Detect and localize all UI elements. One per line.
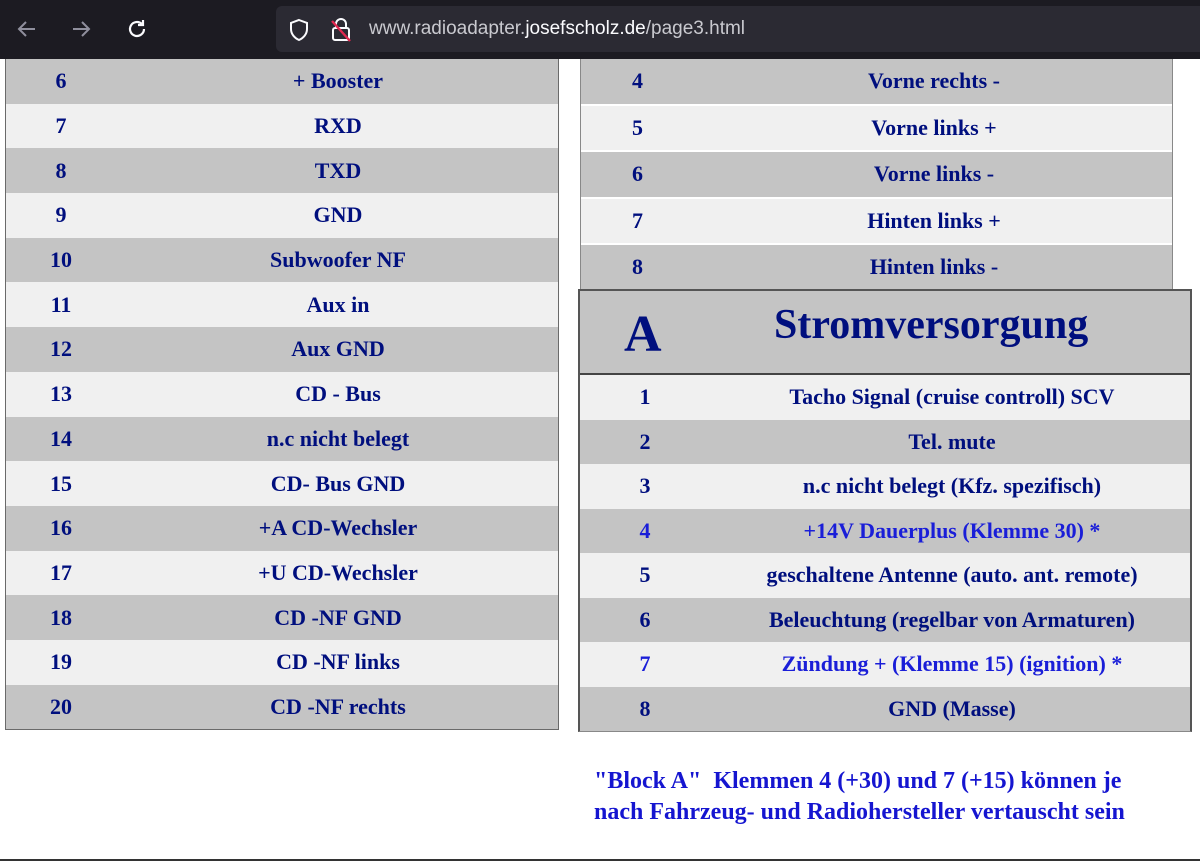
pin-number: 5 [639,562,651,588]
browser-toolbar [0,0,1200,59]
table-row [580,375,1190,420]
pin-label: n.c nicht belegt [266,425,410,451]
pin-label: Aux GND [291,336,385,362]
table-row [581,199,1172,246]
table-row [580,598,1190,643]
table-row [6,595,558,640]
table-row [6,59,558,104]
pin-number: 17 [50,559,72,585]
url-prefix: www.radioadapter. [369,18,526,39]
pin-number: 6 [639,606,651,632]
pin-label: TXD [314,157,362,183]
pin-label: Tacho Signal (cruise controll) SCV [789,384,1115,410]
block-a-table [578,289,1192,732]
pin-number: 6 [55,68,67,94]
pin-label: Vorne links + [871,114,997,140]
table-row [6,417,558,462]
pin-label: GND (Masse) [888,695,1016,721]
table-row [6,685,558,730]
pin-label: +U CD-Wechsler [258,559,418,585]
block-a-note [594,766,1194,828]
pin-number: 13 [50,381,72,407]
pin-number: 2 [639,428,651,454]
pin-number: 7 [639,651,651,677]
url-path: /page3.html [645,18,746,39]
pin-label: Hinten links - [869,254,999,280]
table-row [581,59,1172,106]
table-row [580,464,1190,509]
table-row [581,245,1172,292]
forward-button[interactable] [64,12,98,46]
pin-number: 4 [639,517,651,543]
pin-number: 8 [632,254,643,280]
table-row [6,193,558,238]
table-row [6,640,558,685]
block-a-letter: A [624,306,662,363]
pin-label: n.c nicht belegt (Kfz. spezifisch) [802,473,1102,499]
reload-button[interactable] [120,12,154,46]
pin-label: Subwoofer NF [270,247,406,273]
back-arrow-icon [15,17,39,41]
pin-number: 5 [632,114,643,140]
back-button[interactable] [10,12,44,46]
pin-number: 7 [55,113,67,139]
pin-number: 19 [50,649,72,675]
table-row [580,420,1190,465]
pin-number: 16 [50,515,72,541]
pin-label: Zündung + (Klemme 15) (ignition) * [781,651,1123,677]
pin-number: 4 [632,68,643,94]
pin-label: +A CD-Wechsler [258,515,418,541]
pin-number: 7 [632,207,643,233]
table-row [6,238,558,283]
table-row [581,152,1172,199]
insecure-lock-icon[interactable] [330,17,352,43]
pin-label: Hinten links + [867,207,1001,233]
table-row [580,553,1190,598]
pin-label: Vorne links - [873,161,995,187]
pin-label: geschaltene Antenne (auto. ant. remote) [766,562,1138,588]
pin-number: 3 [639,473,651,499]
reload-icon [125,17,149,41]
pin-label: GND [313,202,363,228]
table-row [580,642,1190,687]
shield-icon[interactable] [288,18,310,42]
pin-label: CD- Bus GND [270,470,406,496]
block-a-header [580,291,1190,375]
table-row [6,148,558,193]
note-line-2: nach Fahrzeug- und Radiohersteller vertauscht sein [594,799,1125,825]
pin-number: 20 [50,693,72,719]
pin-label: Beleuchtung (regelbar von Armaturen) [768,606,1136,632]
pin-number: 14 [50,425,72,451]
table-row [6,282,558,327]
pin-number: 10 [50,247,72,273]
pin-label: RXD [314,113,362,139]
note-line-1: "Block A" Klemmen 4 (+30) und 7 (+15) können je [594,768,1122,794]
pin-label: CD -NF links [276,649,400,675]
pin-label: + Booster [292,68,384,94]
pin-number: 11 [50,291,72,317]
table-row [6,372,558,417]
pin-label: Vorne rechts - [868,68,1000,94]
address-bar[interactable] [276,6,1200,52]
pin-number: 12 [50,336,72,362]
table-row [580,509,1190,554]
pin-number: 18 [50,604,72,630]
pin-label: CD -NF GND [274,604,402,630]
pin-label: +14V Dauerplus (Klemme 30) * [803,517,1101,543]
table-row [6,327,558,372]
pin-label: CD -NF rechts [270,693,406,719]
table-row [580,687,1190,732]
pin-number: 1 [639,384,651,410]
url-domain: josefscholz.de [525,18,646,39]
block-a-title: Stromversorgung [774,302,1089,348]
pin-label: Aux in [306,291,370,317]
pin-label: Tel. mute [908,428,996,454]
table-row [6,551,558,596]
pin-table-right-top [580,59,1173,292]
table-row [6,461,558,506]
pin-number: 6 [632,161,643,187]
table-row [581,106,1172,153]
block-a-rows [580,375,1190,731]
pin-number: 9 [55,202,67,228]
pin-number: 8 [55,157,67,183]
forward-arrow-icon [69,17,93,41]
pin-table-left [5,59,559,730]
horizontal-rule [0,859,1200,861]
pin-number: 15 [50,470,72,496]
table-row [6,506,558,551]
pin-label: CD - Bus [295,381,381,407]
url-text[interactable] [369,18,745,40]
table-row [6,104,558,149]
pin-number: 8 [639,695,651,721]
